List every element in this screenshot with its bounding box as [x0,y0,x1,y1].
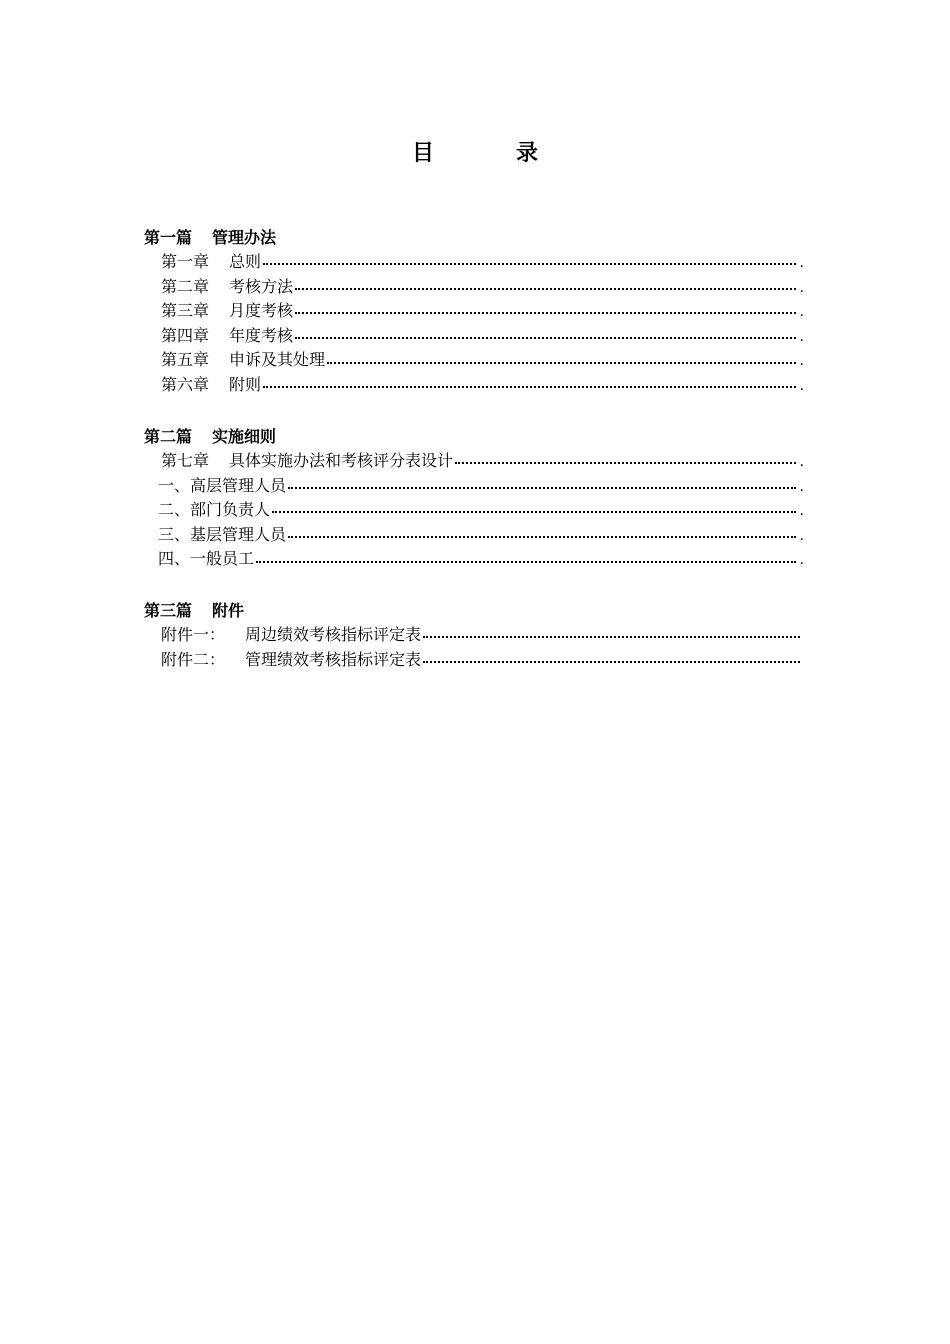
dot-leader [272,511,796,513]
dot-leader [263,386,796,388]
page-ref: . [799,454,804,470]
toc-entry[interactable] [144,449,804,474]
appendix-number: 附件二： [161,649,226,669]
chapter-number: 第一章 [161,252,210,271]
section-title: 二、部门负责人 [158,500,271,520]
page-ref: . [799,503,804,520]
section-title: 三、基层管理人员 [158,524,287,544]
part-number: 第二篇 [144,427,193,446]
chapter-number: 第六章 [161,374,210,394]
dot-leader [256,561,796,563]
appendix-title: 管理绩效考核指标评定表 [245,649,422,669]
page-ref: . [799,552,804,569]
toc-entry[interactable] [144,648,802,673]
chapter-title: 具体实施办法和考核评分表设计 [229,451,454,470]
toc-title: 目 录 [411,141,568,166]
part-number: 第一篇 [144,228,193,247]
section-title: 一、高层管理人员 [158,475,287,495]
toc-entry[interactable] [144,324,804,349]
dot-leader [288,536,796,538]
page-ref: . [799,255,804,271]
section-title: 四、一般员工 [158,549,255,569]
chapter-number: 第五章 [161,350,210,370]
dot-leader [455,462,796,464]
part-heading [144,424,804,449]
toc-entry[interactable] [144,250,804,275]
chapter-title: 年度考核 [229,325,294,345]
toc-part-3 [144,598,802,672]
part-title: 实施细则 [212,427,277,446]
chapter-number: 第三章 [161,301,210,321]
toc-entry[interactable] [144,373,804,398]
page-ref: . [799,304,804,321]
chapter-number: 第四章 [161,325,210,345]
dot-leader [423,636,800,638]
dot-leader [295,337,796,339]
part-title: 附件 [212,601,245,620]
part-heading [144,225,804,250]
dot-leader [263,263,796,265]
dot-leader [295,312,796,314]
dot-leader [295,288,796,290]
page-ref: . [799,279,804,296]
dot-leader [423,661,800,663]
toc-part-2 [144,424,804,572]
chapter-number: 第七章 [161,451,210,470]
chapter-title: 附则 [229,374,262,394]
chapter-title: 总则 [229,252,262,271]
part-number: 第三篇 [144,601,193,620]
toc-entry[interactable] [144,498,804,523]
toc-entry[interactable] [144,299,804,324]
chapter-title: 考核方法 [229,276,294,296]
page-ref: . [799,527,804,544]
chapter-number: 第二章 [161,276,210,296]
toc-entry[interactable] [144,623,802,648]
toc-entry[interactable] [144,523,804,548]
toc-part-1 [144,225,804,398]
chapter-title: 月度考核 [229,301,294,321]
part-title: 管理办法 [212,228,277,247]
page-ref: . [799,478,804,495]
toc-entry[interactable] [144,348,804,373]
toc-entry[interactable] [144,275,804,300]
page-ref: . [799,328,804,345]
chapter-title: 申诉及其处理 [229,350,326,370]
page-ref: . [799,353,804,370]
part-heading [144,598,802,623]
appendix-number: 附件一： [161,625,226,644]
dot-leader [288,487,796,489]
toc-entry[interactable] [144,547,804,572]
page-ref: . [799,377,804,394]
toc-entry[interactable] [144,474,804,499]
dot-leader [327,362,796,364]
appendix-title: 周边绩效考核指标评定表 [245,625,422,644]
